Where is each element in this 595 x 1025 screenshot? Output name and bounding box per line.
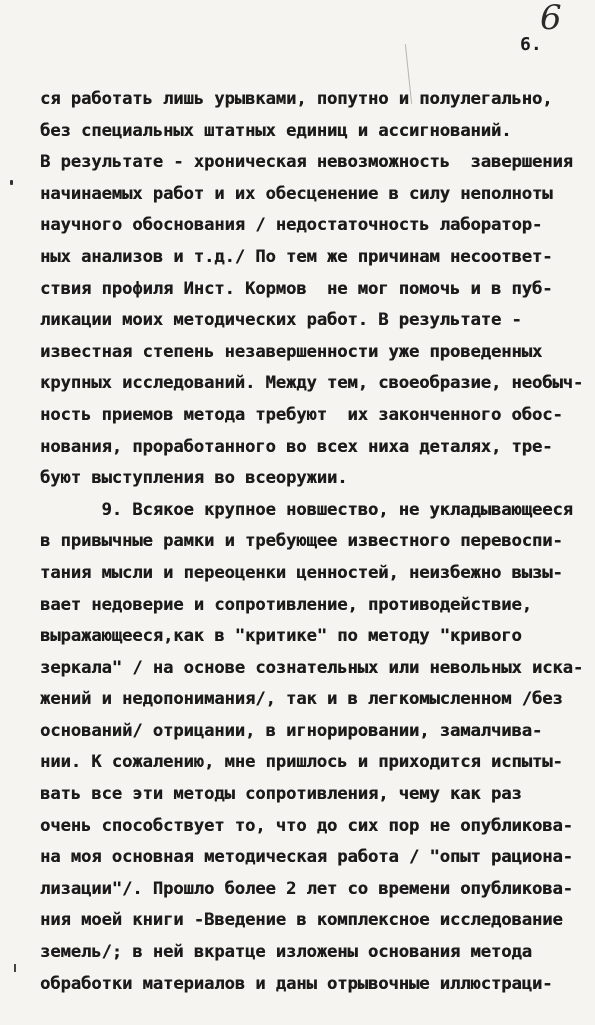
handwritten-page-number: 6 [540,0,562,38]
text-line: лизации"/. Прошло более 2 лет со времени опубликова- [40,878,573,899]
text-line: на моя основная методическая работа / "опыт рациона- [40,847,573,868]
text-line: очень способствует то, что до сих пор не опубликова- [40,815,573,836]
text-line: без специальных штатных единиц и ассигнований. [40,120,512,141]
margin-mark [14,964,16,972]
text-line: жений и недопонимания/, так и в легкомысленном /без [40,689,563,710]
text-line: начинаемых работ и их обесценение в силу неполноты [40,183,553,204]
text-line: ность приемов метода требуют их законченного обос- [40,404,563,425]
text-line: вает недоверие и сопротивление, противодействие, [40,594,532,615]
text-line: тания мысли и переоценки ценностей, неизбежно вызы- [40,562,563,583]
text-line: ствия профиля Инст. Кормов не мог помочь и в пуб- [40,278,553,299]
text-line: 9. Всякое крупное новшество, не укладывающееся [40,499,573,520]
text-line: буют выступления во всеоружии. [40,468,348,489]
text-line: вать все эти методы сопротивления, чему как раз [40,784,522,805]
text-line: В результате - хроническая невозможность завершения [40,152,573,173]
text-line: ликации моих методических работ. В результате - [40,310,522,331]
text-line: ных анализов и т.д./ По тем же причинам несоответ- [40,246,553,267]
text-line: нии. К сожалению, мне пришлось и приходится испыты- [40,752,563,773]
text-line: научного обоснования / недостаточность лаборатор- [40,215,543,236]
text-line: крупных исследований. Между тем, своеобразие, необыч- [40,373,584,394]
page-number: 6. [520,34,542,55]
text-line: обработки материалов и даны отрывочные иллюстраци- [40,973,553,994]
text-line: ния моей книги -Введение в комплексное исследование [40,910,563,931]
text-line: зеркала" / на основе сознательных или невольных иска- [40,657,584,678]
text-line: нования, проработанного во всех ниха деталях, тре- [40,436,553,457]
text-line: земель/; в ней вкратце изложены основания метода [40,942,532,963]
margin-mark [10,180,13,185]
text-line: ся работать лишь урывками, попутно и полулегально, [40,89,553,109]
text-line: известная степень незавершенности уже проведенных [40,341,543,362]
text-line: оснований/ отрицании, в игнорировании, замалчива- [40,720,543,741]
typewritten-text-body [40,84,590,1000]
text-line: выражающееся,как в "критике" по методу "кривого [40,626,522,647]
text-line: в привычные рамки и требующее известного перевоспи- [40,531,563,552]
